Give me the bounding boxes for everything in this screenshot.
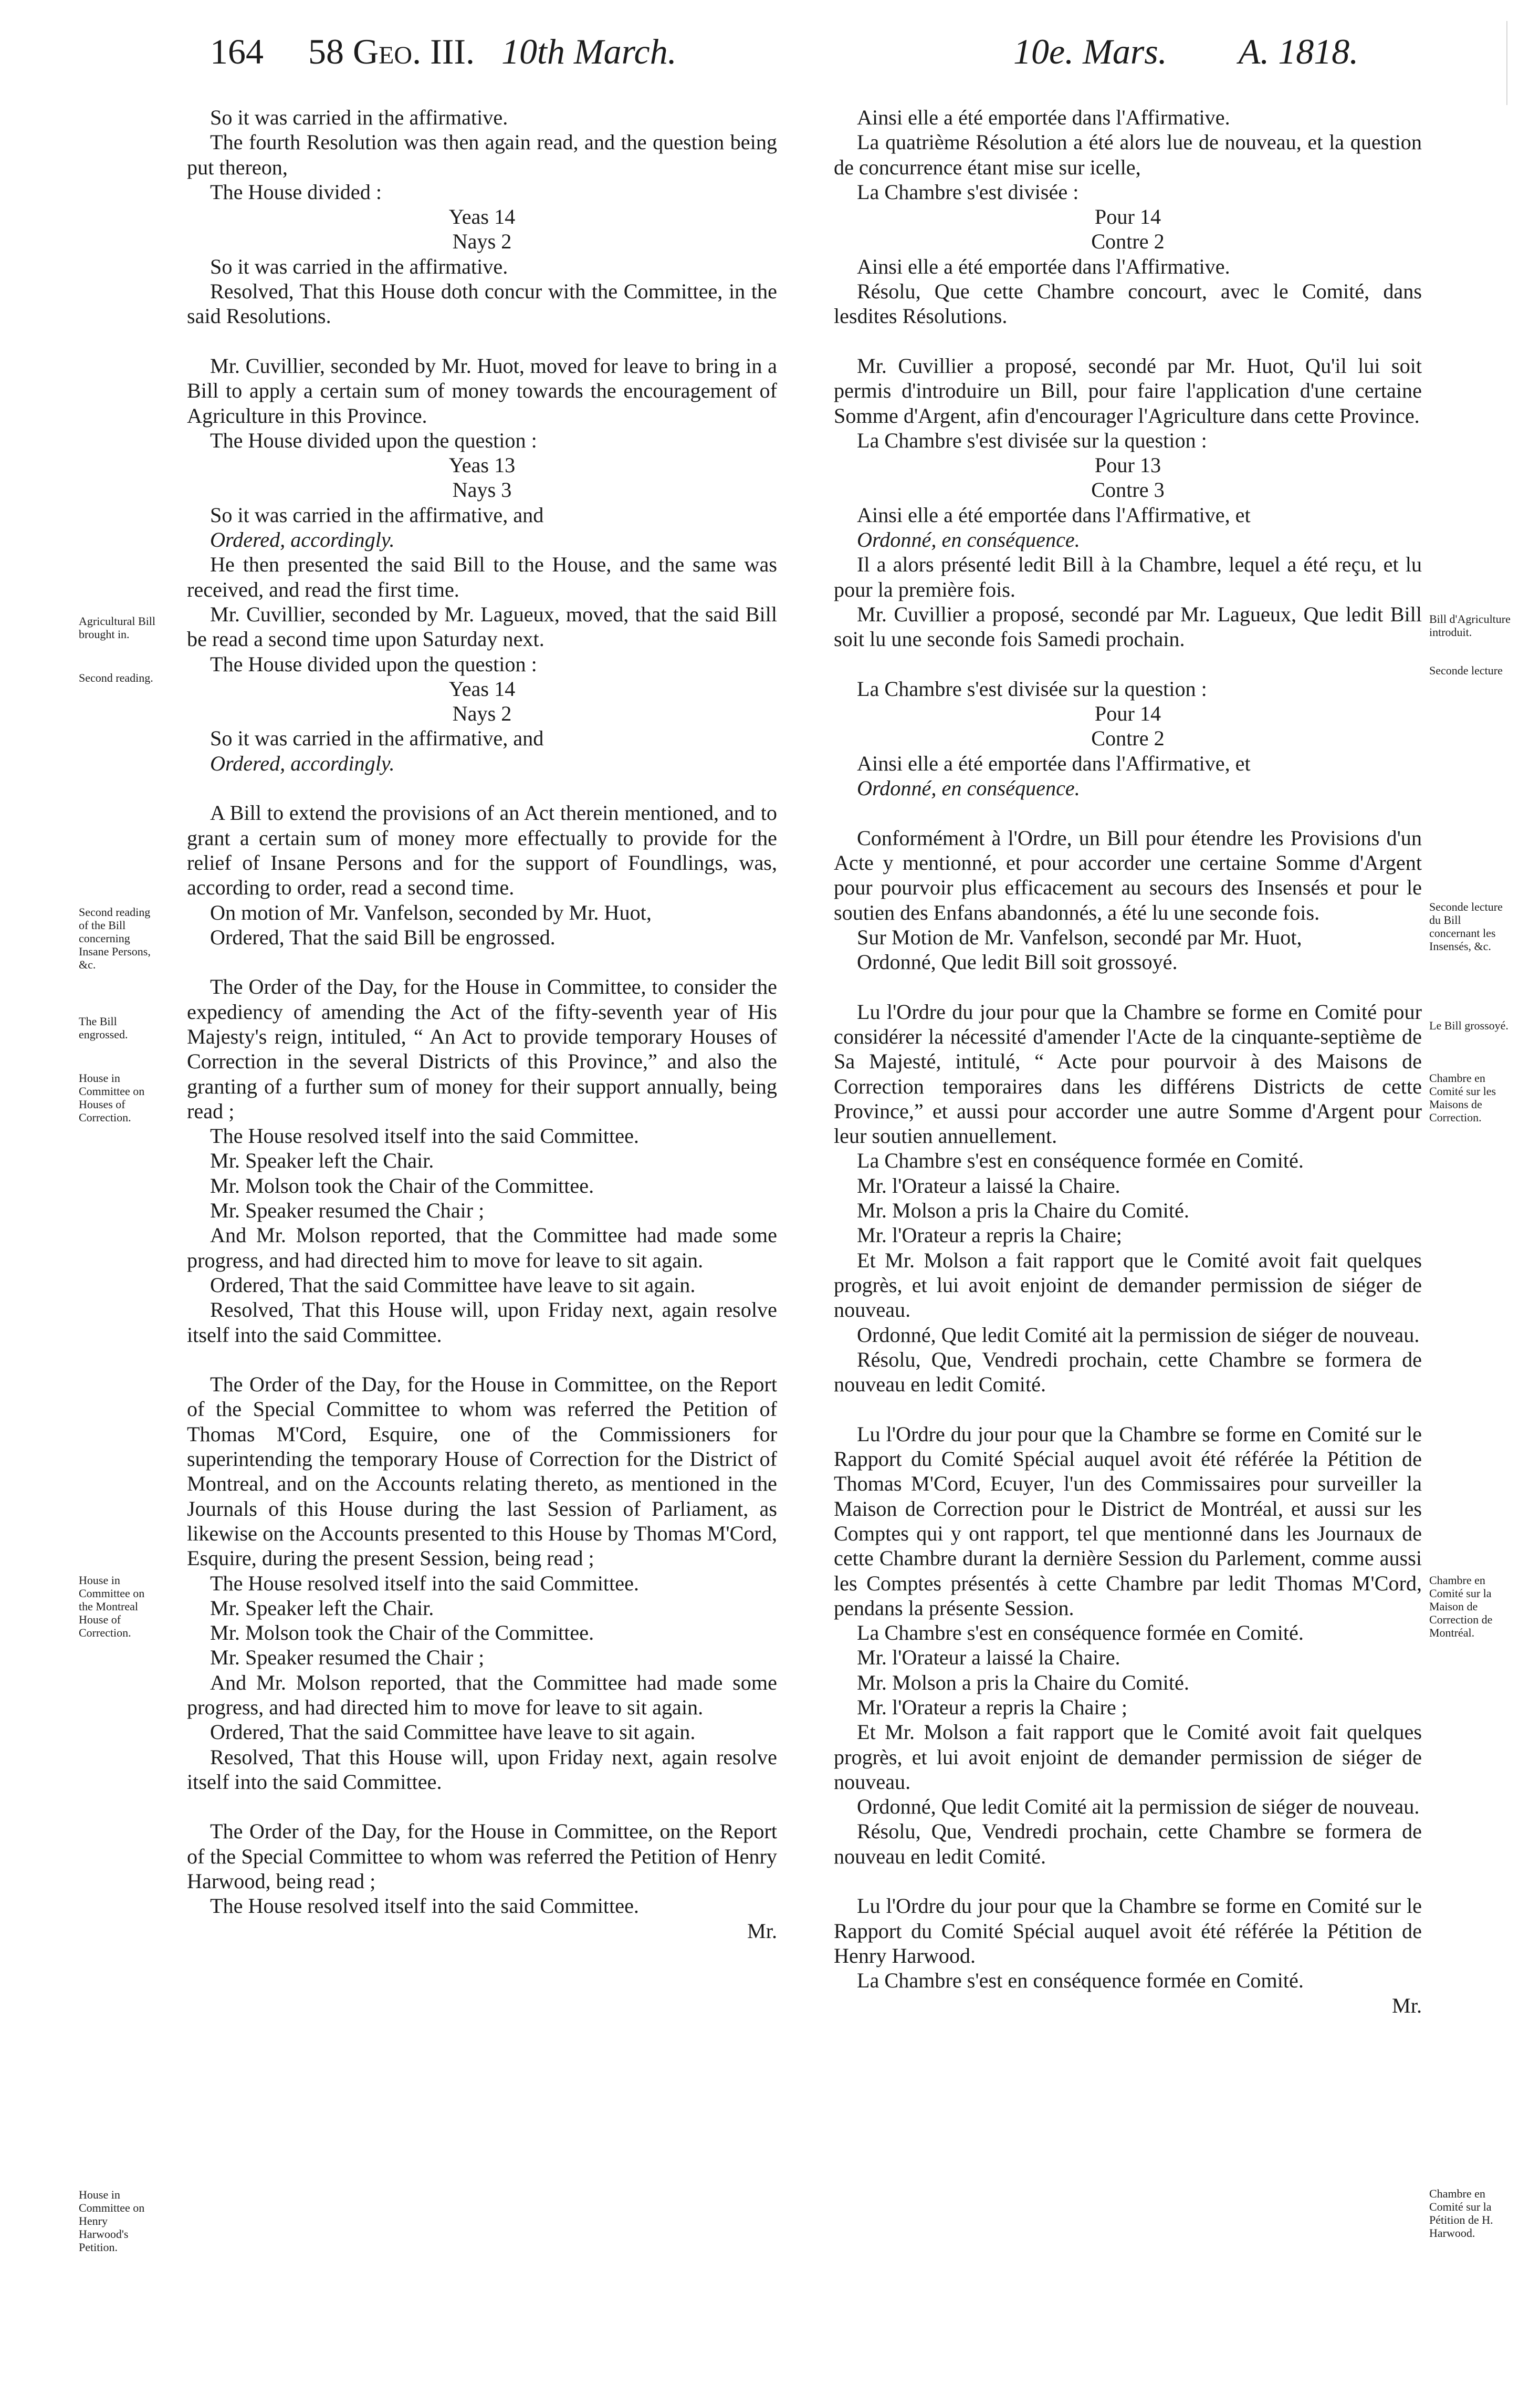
margin-note-agricultural-bill: Agricultural Bill brought in. — [79, 615, 156, 641]
paragraph: A Bill to extend the provisions of an Act therein mentioned, and to grant a certain sum of money more effectually to provide for the relief of Insane Persons and for the support of Foundlings, was, according to order, read a second time. — [187, 801, 777, 900]
paragraph: Mr. l'Orateur a laissé la Chaire. — [857, 1646, 1120, 1670]
paragraph: Et Mr. Molson a fait rapport que le Comité avoit fait quelques progrès, et lui avoit enjoint de demander permission de siéger de nouveau. — [834, 1248, 1422, 1322]
margin-note-bill-agriculture: Bill d'Agriculture introduit. — [1429, 612, 1511, 639]
paragraph: The Order of the Day, for the House in Committee, on the Report of the Special Committee to whom was referred the Petition of Thomas M'Cord, Esquire, one of the Commissioners for superintending the temporary House of Correction for the District of Montreal, and on the Accounts relating thereto, as mentioned in the Journals of this House during the last Session of Parliament, as likewise on the Accounts presented to this House by Thomas M'Cord, Esquire, during the present Session, being read ; — [187, 1372, 777, 1570]
paragraph: Ordonné, Que ledit Comité ait la permission de siéger de nouveau. — [857, 1323, 1420, 1347]
margin-note-maisons-de-correction: Chambre en Comité sur les Maisons de Correction. — [1429, 1071, 1496, 1124]
paragraph: Mr. Cuvillier, seconded by Mr. Huot, moved for leave to bring in a Bill to apply a certain sum of money towards the encouragement of Agriculture in this Province. — [187, 353, 777, 428]
paragraph: Ainsi elle a été emportée dans l'Affirmative. — [857, 254, 1230, 278]
paragraph: La Chambre s'est en conséquence formée en Comité. — [857, 1969, 1304, 1993]
paragraph: Mr. Speaker left the Chair. — [210, 1149, 434, 1173]
paragraph: Ordered, That the said Committee have leave to sit again. — [210, 1720, 696, 1744]
paragraph: Ordered, That the said Bill be engrossed. — [210, 925, 556, 949]
paragraph: La Chambre s'est en conséquence formée en Comité. — [857, 1149, 1304, 1173]
paragraph: Et Mr. Molson a fait rapport que le Comité avoit fait quelques progrès, et lui avoit enjoint de demander permission de siéger de nouveau. — [834, 1720, 1422, 1794]
margin-note-montreal-house-of-correction: House in Committee on the Montreal House of Correction. — [79, 1574, 145, 1639]
vote-yeas: Yeas 13 — [448, 453, 516, 477]
paragraph: The House divided : — [210, 180, 382, 204]
margin-note-petition-harwood: Chambre en Comité sur la Pétition de H. Harwood. — [1429, 2187, 1493, 2240]
vote-contre: Contre 3 — [1091, 478, 1165, 502]
paragraph: The House resolved itself into the said Committee. — [210, 1571, 639, 1595]
paragraph: The Order of the Day, for the House in Committee, to consider the expediency of amending the Act of the fifty-seventh year of His Majesty's reign, intituled, “ An Act to provide temporary Houses of Correction in the several Districts of this Province,” and also the granting of a further sum of money for their support annually, being read ; — [187, 975, 777, 1123]
margin-note-insane-persons-bill: Second reading of the Bill concerning Insane Persons, &c. — [79, 905, 151, 971]
paragraph: Mr. Speaker left the Chair. — [210, 1596, 434, 1620]
paragraph: Lu l'Ordre du jour pour que la Chambre se forme en Comité pour considérer la nécessité d'amender l'Acte de la cinquante-septième de Sa Majesté, intitulé, “ Acte pour pourvoir à des Maisons de Correction temporaires dans les différens Districts de cette Province,” et aussi pour accorder une autre Somme d'Argent pour leur soutien annuellement. — [834, 999, 1422, 1148]
catchword: Mr. — [1392, 1993, 1422, 2017]
paragraph: The House resolved itself into the said Committee. — [210, 1124, 639, 1148]
paragraph: Resolved, That this House doth concur with the Committee, in the said Resolutions. — [187, 279, 777, 328]
margin-note-second-reading: Second reading. — [79, 671, 153, 684]
paragraph: So it was carried in the affirmative, and — [210, 726, 544, 751]
vote-nays: Nays 2 — [452, 230, 512, 254]
year: A. 1818. — [1238, 32, 1359, 71]
reign: 58 Geo. III. — [308, 32, 475, 71]
paragraph: The House divided upon the question : — [210, 428, 537, 452]
paragraph: Lu l'Ordre du jour pour que la Chambre se forme en Comité sur le Rapport du Comité Spécial auquel avoit été référée la Pétition de Henry Harwood. — [834, 1894, 1422, 1967]
page-fold-line — [1506, 21, 1507, 105]
margin-note-bill-engrossed: The Bill engrossed. — [79, 1015, 128, 1041]
paragraph: So it was carried in the affirmative. — [210, 254, 508, 278]
margin-note-harwood-petition: House in Committee on Henry Harwood's Petition. — [79, 2188, 145, 2254]
paragraph: Ainsi elle a été emportée dans l'Affirmative. — [857, 106, 1230, 129]
paragraph: Resolved, That this House will, upon Friday next, again resolve itself into the said Committee. — [187, 1298, 777, 1347]
paragraph: So it was carried in the affirmative, and — [210, 503, 544, 527]
vote-nays: Nays 2 — [452, 702, 512, 726]
paragraph: Ordonné, Que ledit Bill soit grossoyé. — [857, 950, 1178, 974]
paragraph: Ainsi elle a été emportée dans l'Affirmative, et — [857, 503, 1251, 527]
margin-note-bill-insenses: Seconde lecture du Bill concernant les Insensés, &c. — [1429, 900, 1503, 953]
paragraph: So it was carried in the affirmative. — [210, 106, 508, 129]
paragraph: Ordered, accordingly. — [210, 751, 395, 775]
paragraph: The Order of the Day, for the House in Committee, on the Report of the Special Committee to whom was referred the Petition of Henry Harwood, being read ; — [187, 1819, 777, 1893]
paragraph: Mr. Speaker resumed the Chair ; — [210, 1199, 485, 1223]
paragraph: The House resolved itself into the said Committee. — [210, 1894, 639, 1918]
paragraph: La Chambre s'est divisée : — [857, 180, 1079, 204]
paragraph: Resolved, That this House will, upon Friday next, again resolve itself into the said Committee. — [187, 1745, 777, 1794]
english-column — [187, 105, 777, 1943]
vote-yeas: Yeas 14 — [448, 676, 516, 701]
paragraph: Ordonné, Que ledit Comité ait la permission de siéger de nouveau. — [857, 1795, 1420, 1819]
margin-note-houses-of-correction: House in Committee on Houses of Correction. — [79, 1071, 145, 1124]
running-head-right — [1013, 30, 1358, 72]
paragraph: He then presented the said Bill to the House, and the same was received, and read the first time. — [187, 553, 777, 601]
paragraph: Lu l'Ordre du jour pour que la Chambre se forme en Comité sur le Rapport du Comité Spécial auquel avoit été référée la Pétition de Thomas M'Cord, Ecuyer, l'un des Commissaires pour surveiller la Maison de Correction pour le District de Montréal, et aussi sur les Comptes qui y ont rapport, tel que mentionné dans les Journaux de cette Chambre durant la dernière Session du Parlement, comme aussi les Comptes présentés à cette Chambre par ledit Thomas M'Cord, pendans la présente Session. — [834, 1422, 1422, 1620]
paragraph: Mr. l'Orateur a repris la Chaire; — [857, 1223, 1122, 1247]
paragraph: On motion of Mr. Vanfelson, seconded by Mr. Huot, — [210, 900, 652, 924]
paragraph: Ordonné, en conséquence. — [857, 776, 1080, 800]
running-head-left — [210, 30, 677, 72]
paragraph: La Chambre s'est divisée sur la question : — [857, 676, 1207, 701]
vote-yeas: Yeas 14 — [448, 205, 516, 229]
paragraph: Mr. Cuvillier a proposé, secondé par Mr. Lagueux, Que ledit Bill soit lu une seconde fois Samedi prochain. — [834, 602, 1422, 651]
paragraph: And Mr. Molson reported, that the Committee had made some progress, and had directed him to move for leave to sit again. — [187, 1670, 777, 1719]
paragraph: Mr. Molson took the Chair of the Committee. — [210, 1173, 594, 1198]
paragraph: La Chambre s'est divisée sur la question : — [857, 428, 1207, 452]
paragraph: Mr. Molson a pris la Chaire du Comité. — [857, 1670, 1189, 1694]
margin-note-bill-grossoye: Le Bill grossoyé. — [1429, 1019, 1508, 1032]
paragraph: Résolu, Que, Vendredi prochain, cette Chambre se formera de nouveau en ledit Comité. — [834, 1347, 1422, 1397]
date-english: 10th March. — [501, 32, 677, 71]
paragraph: Mr. Cuvillier a proposé, secondé par Mr. Huot, Qu'il lui soit permis d'introduire un Bill, pour faire l'application d'une certaine Somme d'Argent, afin d'encourager l'Agriculture dans cette Province. — [834, 353, 1422, 428]
paragraph: The fourth Resolution was then again read, and the question being put thereon, — [187, 130, 777, 179]
paragraph: Mr. Speaker resumed the Chair ; — [210, 1646, 485, 1670]
date-french: 10e. Mars. — [1013, 32, 1167, 71]
paragraph: Ainsi elle a été emportée dans l'Affirmative, et — [857, 751, 1251, 775]
paragraph: Sur Motion de Mr. Vanfelson, secondé par Mr. Huot, — [857, 925, 1302, 949]
vote-contre: Contre 2 — [1091, 726, 1165, 751]
paragraph: La Chambre s'est en conséquence formée en Comité. — [857, 1621, 1304, 1645]
margin-note-seconde-lecture: Seconde lecture — [1429, 664, 1503, 677]
paragraph: Résolu, Que cette Chambre concourt, avec le Comité, dans lesdites Résolutions. — [834, 279, 1422, 328]
french-column — [834, 105, 1422, 2018]
paragraph: Ordered, accordingly. — [210, 528, 395, 552]
margin-note-maison-correction-montreal: Chambre en Comité sur la Maison de Correction de Montréal. — [1429, 1574, 1493, 1639]
catchword: Mr. — [747, 1919, 777, 1943]
paragraph: And Mr. Molson reported, that the Committee had made some progress, and had directed him to move for leave to sit again. — [187, 1223, 777, 1272]
vote-pour: Pour 13 — [1094, 453, 1161, 477]
paragraph: Ordered, That the said Committee have leave to sit again. — [210, 1273, 696, 1297]
paragraph: Il a alors présenté ledit Bill à la Chambre, lequel a été reçu, et lu pour la première fois. — [834, 553, 1422, 601]
paragraph: Mr. l'Orateur a repris la Chaire ; — [857, 1695, 1127, 1719]
paragraph: Ordonné, en conséquence. — [857, 528, 1080, 552]
paragraph: The House divided upon the question : — [210, 652, 537, 676]
paragraph: Mr. Molson took the Chair of the Committee. — [210, 1621, 594, 1645]
paragraph: La quatrième Résolution a été alors lue de nouveau, et la question de concurrence étant mise sur icelle, — [834, 130, 1422, 179]
paragraph: Résolu, Que, Vendredi prochain, cette Chambre se formera de nouveau en ledit Comité. — [834, 1819, 1422, 1868]
paragraph: Mr. l'Orateur a laissé la Chaire. — [857, 1173, 1120, 1198]
paragraph: Mr. Cuvillier, seconded by Mr. Lagueux, moved, that the said Bill be read a second time upon Saturday next. — [187, 602, 777, 651]
page-number: 164 — [210, 32, 264, 71]
vote-nays: Nays 3 — [452, 478, 512, 502]
paragraph: Conformément à l'Ordre, un Bill pour étendre les Provisions d'un Acte y mentionné, et pour accorder une certaine Somme d'Argent pour pourvoir plus efficacement au secours des Insensés et pour le soutien des Enfans abandonnés, a été lu une seconde fois. — [834, 826, 1422, 924]
vote-pour: Pour 14 — [1094, 205, 1161, 229]
vote-contre: Contre 2 — [1091, 230, 1165, 254]
vote-pour: Pour 14 — [1094, 702, 1161, 726]
paragraph: Mr. Molson a pris la Chaire du Comité. — [857, 1199, 1189, 1223]
